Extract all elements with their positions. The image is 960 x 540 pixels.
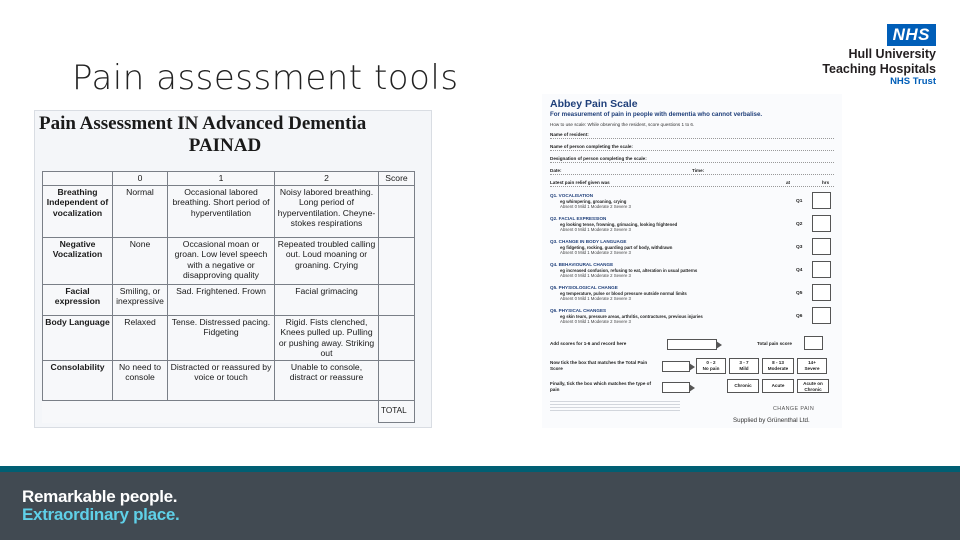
- arrow-icon: [662, 361, 690, 372]
- painad-item: Negative Vocalization: [43, 237, 113, 284]
- question-example: eg whimpering, groaning, crying: [560, 198, 627, 204]
- question-heading: Q5. PHYSIOLOGICAL CHANGE: [550, 285, 618, 290]
- abbey-question: [550, 239, 842, 256]
- painad-cell: Repeated troubled calling out. Loud moaning or groaning. Crying: [275, 237, 379, 284]
- slide-title: Pain assessment tools: [72, 58, 459, 98]
- category-label: Moderate: [767, 366, 789, 371]
- question-scale: Absent 0 Mild 1 Moderate 2 Severe 3: [560, 273, 631, 278]
- painad-header-blank: [43, 172, 113, 186]
- category-moderate-box[interactable]: [762, 358, 794, 374]
- category-label: No pain: [702, 366, 720, 371]
- painad-cell: None: [113, 237, 168, 284]
- category-label: Severe: [804, 366, 820, 371]
- painad-table: [42, 171, 415, 423]
- painad-header-score: Score: [379, 172, 415, 186]
- painad-total-spacer: [43, 400, 113, 422]
- question-number: Q5: [796, 291, 803, 296]
- painad-item: Body Language: [43, 315, 113, 360]
- type-acute-box[interactable]: Acute: [762, 379, 794, 393]
- field-label: Date:: [550, 168, 562, 173]
- field-label: Time:: [692, 168, 705, 173]
- painad-total-spacer: [168, 400, 275, 422]
- arrow-icon: [662, 382, 690, 393]
- question-scale: Absent 0 Mild 1 Moderate 2 Severe 3: [560, 250, 631, 255]
- table-row: [43, 185, 415, 237]
- tick-score-label: Now tick the box that matches the Total Pain Score: [550, 360, 648, 371]
- category-no-pain-box[interactable]: [696, 358, 726, 374]
- category-range: 3 - 7: [739, 360, 749, 365]
- question-number: Q6: [796, 314, 803, 319]
- painad-item: Breathing Independent of vocalization: [43, 185, 113, 237]
- nhs-org-line2: Teaching Hospitals: [822, 62, 936, 76]
- table-row: [43, 360, 415, 400]
- painad-header-row: [43, 172, 415, 186]
- category-range: 14+: [808, 360, 816, 365]
- painad-header-0: 0: [113, 172, 168, 186]
- question-example: eg temperature, pulse or blood pressure outside normal limits: [560, 290, 687, 296]
- question-number: Q3: [796, 245, 803, 250]
- question-number: Q4: [796, 268, 803, 273]
- question-example: eg looking tense, frowning, grimacing, looking frightened: [560, 221, 678, 227]
- footer-tagline-2: Extraordinary place.: [22, 505, 180, 524]
- score-box[interactable]: [812, 284, 831, 301]
- question-scale: Absent 0 Mild 1 Moderate 2 Severe 3: [560, 227, 631, 232]
- painad-cell: Rigid. Fists clenched, Knees pulled up. Pulling or pushing away. Striking out: [275, 315, 379, 360]
- field-label: hrs: [822, 180, 830, 185]
- table-row: [43, 284, 415, 315]
- field-label: Designation of person completing the scale:: [550, 156, 647, 161]
- nhs-trust-label: NHS Trust: [890, 76, 936, 87]
- painad-total-label: TOTAL: [379, 400, 415, 422]
- change-pain-logo: CHANGE PAIN: [773, 406, 815, 412]
- question-number: Q2: [796, 222, 803, 227]
- painad-cell: Smiling, or inexpressive: [113, 284, 168, 315]
- total-score-box[interactable]: [804, 336, 823, 350]
- tick-type-label: Finally, tick the box which matches the type of pain: [550, 381, 651, 392]
- category-mild-box[interactable]: [729, 358, 759, 374]
- add-scores-label: Add scores for 1-6 and record here: [550, 341, 627, 346]
- type-acute-on-chronic-box[interactable]: Acute on Chronic: [797, 379, 829, 393]
- abbey-question: [550, 216, 842, 233]
- supplied-by: Supplied by Grünenthal Ltd.: [733, 417, 810, 424]
- painad-image: [34, 110, 432, 428]
- score-box[interactable]: [812, 215, 831, 232]
- abbey-field-resident: [550, 132, 834, 139]
- abbey-how-to: How to use scale: While observing the resident, score questions 1 to 6.: [550, 122, 695, 127]
- arrow-icon: [667, 339, 717, 350]
- nhs-trust-logo: [786, 24, 936, 87]
- abbey-field-relief: [550, 180, 834, 187]
- abbey-subtitle: For measurement of pain in people with dementia who cannot verbalise.: [550, 111, 763, 118]
- nhs-org-line1: Hull University: [848, 47, 936, 61]
- question-scale: Absent 0 Mild 1 Moderate 2 Severe 3: [560, 296, 631, 301]
- abbey-field-completing: [550, 144, 834, 151]
- category-label: Mild: [739, 366, 749, 371]
- abbey-field-date-time: [550, 168, 834, 175]
- table-row: [43, 237, 415, 284]
- painad-cell: Occasional labored breathing. Short period of hyperventilation: [168, 185, 275, 237]
- painad-cell: Unable to console, distract or reassure: [275, 360, 379, 400]
- painad-item: Consolability: [43, 360, 113, 400]
- score-box[interactable]: [812, 261, 831, 278]
- painad-cell: Occasional moan or groan. Low level speech with a negative or disapproving quality: [168, 237, 275, 284]
- nhs-badge: NHS: [887, 24, 936, 46]
- category-severe-box[interactable]: [797, 358, 827, 374]
- field-label: Name of resident:: [550, 132, 589, 137]
- category-range: 0 - 2: [706, 360, 716, 365]
- abbey-field-designation: [550, 156, 834, 163]
- painad-score-cell: [379, 185, 415, 237]
- painad-cell: Distracted or reassured by voice or touch: [168, 360, 275, 400]
- painad-header-2: 2: [275, 172, 379, 186]
- question-heading: Q2. FACIAL EXPRESSION: [550, 216, 607, 221]
- abbey-question: [550, 193, 842, 210]
- footer-tagline-1: Remarkable people.: [22, 487, 178, 506]
- painad-cell: Tense. Distressed pacing. Fidgeting: [168, 315, 275, 360]
- question-scale: Absent 0 Mild 1 Moderate 2 Severe 3: [560, 319, 631, 324]
- score-box[interactable]: [812, 307, 831, 324]
- question-example: eg increased confusion, refusing to eat, alteration in usual patterns: [560, 267, 698, 273]
- question-heading: Q6. PHYSICAL CHANGES: [550, 308, 607, 313]
- field-label: Latest pain relief given was: [550, 180, 610, 185]
- painad-total-spacer: [275, 400, 379, 422]
- painad-item: Facial expression: [43, 284, 113, 315]
- question-heading: Q3. CHANGE IN BODY LANGUAGE: [550, 239, 627, 244]
- painad-score-cell: [379, 360, 415, 400]
- abbey-question: [550, 308, 842, 325]
- question-example: eg fidgeting, rocking, guarding part of body, withdrawn: [560, 244, 673, 250]
- category-range: 8 - 13: [772, 360, 784, 365]
- painad-cell: Sad. Frightened. Frown: [168, 284, 275, 315]
- abbey-pain-scale-image: [542, 94, 842, 428]
- question-number: Q1: [796, 199, 803, 204]
- total-pain-score-label: Total pain score: [757, 341, 792, 346]
- table-row: [43, 315, 415, 360]
- abbey-title: Abbey Pain Scale: [550, 98, 638, 110]
- painad-total-row: [43, 400, 415, 422]
- painad-cell: Noisy labored breathing. Long period of hyperventilation. Cheyne-stokes respirations: [275, 185, 379, 237]
- field-label: Name of person completing the scale:: [550, 144, 633, 149]
- painad-score-cell: [379, 315, 415, 360]
- footer-accent: [0, 466, 960, 472]
- painad-cell: Normal: [113, 185, 168, 237]
- question-scale: Absent 0 Mild 1 Moderate 2 Severe 3: [560, 204, 631, 209]
- type-chronic-box[interactable]: Chronic: [727, 379, 759, 393]
- painad-title: Pain Assessment IN Advanced Dementia: [39, 113, 367, 134]
- abbey-question: [550, 262, 842, 279]
- question-example: eg skin tears, pressure areas, arthritis, contractures, previous injuries: [560, 313, 703, 319]
- painad-subtitle: PAINAD: [188, 135, 262, 156]
- painad-cell: No need to console: [113, 360, 168, 400]
- question-heading: Q4. BEHAVIOURAL CHANGE: [550, 262, 614, 267]
- painad-cell: Relaxed: [113, 315, 168, 360]
- painad-cell: Facial grimacing: [275, 284, 379, 315]
- question-heading: Q1. VOCALISATION: [550, 193, 594, 198]
- abbey-question: [550, 285, 842, 302]
- score-box[interactable]: [812, 238, 831, 255]
- painad-header-1: 1: [168, 172, 275, 186]
- score-box[interactable]: [812, 192, 831, 209]
- fine-print: [550, 401, 680, 413]
- field-label: at: [786, 180, 791, 185]
- painad-score-cell: [379, 284, 415, 315]
- painad-score-cell: [379, 237, 415, 284]
- painad-total-spacer: [113, 400, 168, 422]
